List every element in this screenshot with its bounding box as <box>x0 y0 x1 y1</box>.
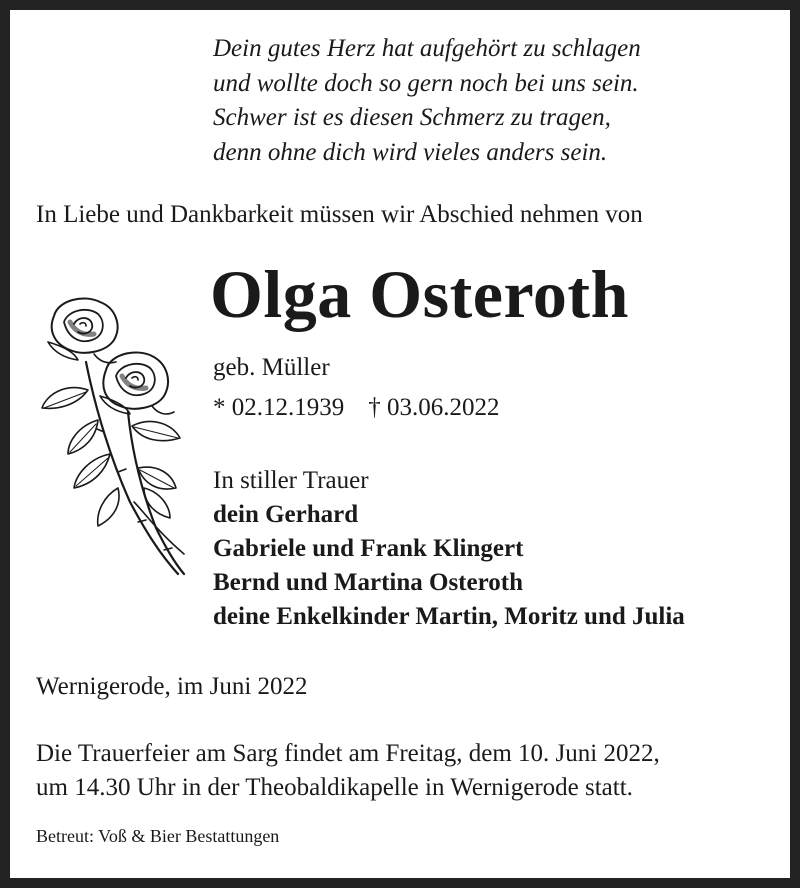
maiden-name: geb. Müller <box>213 354 330 381</box>
birth-date: * 02.12.1939 <box>213 394 345 421</box>
mourner-name: deine Enkelkinder Martin, Moritz und Julia <box>213 603 685 630</box>
mourner-name: Bernd und Martina Osteroth <box>213 569 523 596</box>
funeral-service-info <box>36 737 660 805</box>
place-and-date: Wernigerode, im Juni 2022 <box>36 673 308 700</box>
service-line: Die Trauerfeier am Sarg findet am Freitag, dem 10. Juni 2022, <box>36 740 660 767</box>
undertaker-credit: Betreut: Voß & Bier Bestattungen <box>36 826 280 846</box>
memorial-poem <box>213 32 641 170</box>
poem-line: und wollte doch so gern noch bei uns sein. <box>213 69 639 97</box>
service-line: um 14.30 Uhr in der Theobaldikapelle in Wernigerode statt. <box>36 774 633 801</box>
death-date: † 03.06.2022 <box>368 394 500 421</box>
deceased-name: Olga Osteroth <box>210 256 629 332</box>
poem-line: Schwer ist es diesen Schmerz zu tragen, <box>213 104 611 131</box>
mourner-name: Gabriele und Frank Klingert <box>213 535 524 562</box>
poem-line: denn ohne dich wird vieles anders sein. <box>213 138 608 166</box>
mourner-name: dein Gerhard <box>213 501 359 528</box>
mourners-block <box>213 464 685 634</box>
mourning-heading: In stiller Trauer <box>213 467 369 494</box>
life-dates <box>213 394 500 422</box>
roses-illustration-icon <box>34 292 194 582</box>
poem-line: Dein gutes Herz hat aufgehört zu schlagen <box>213 35 641 62</box>
farewell-intro: In Liebe und Dankbarkeit müssen wir Abschied nehmen von <box>36 201 643 228</box>
